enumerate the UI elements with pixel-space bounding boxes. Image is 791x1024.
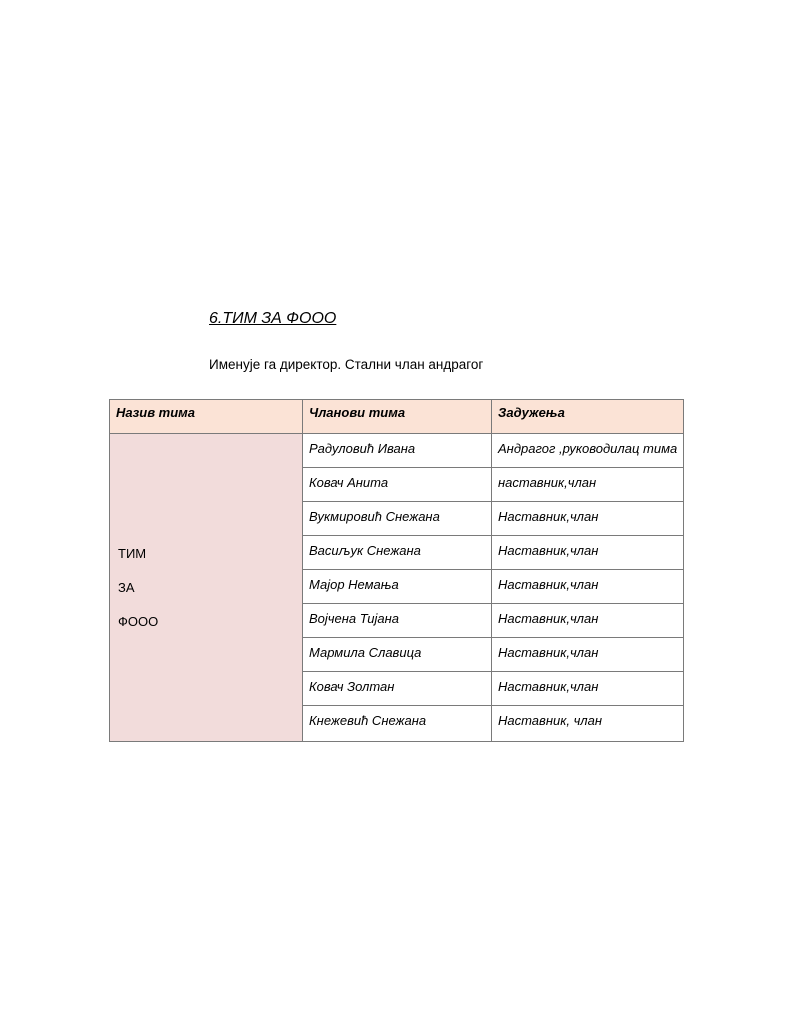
duty-cell: Наставник,члан [492,536,684,570]
member-cell: Ковач Золтан [303,672,492,706]
duty-cell: Наставник, члан [492,706,684,742]
duty-cell: Наставник,члан [492,502,684,536]
member-cell: Вукмировић Снежана [303,502,492,536]
team-name-line: ФООО [118,614,159,629]
team-table [109,399,684,742]
team-name-line: ТИМ [118,546,147,561]
member-cell: Мајор Немања [303,570,492,604]
team-name-line: ЗА [118,580,135,595]
member-cell: Кнежевић Снежана [303,706,492,742]
member-cell: Ковач Анита [303,468,492,502]
section-heading: 6.ТИМ ЗА ФООО [209,310,337,327]
member-cell: Мармила Славица [303,638,492,672]
team-name-cell [110,434,303,742]
intro-text: Именује га директор. Стални члан андрагог [209,357,484,372]
member-cell: Радуловић Ивана [303,434,492,468]
duty-cell: Наставник,члан [492,570,684,604]
member-cell: Васиљук Снежана [303,536,492,570]
column-header-members: Чланови тима [303,400,492,434]
duty-cell: Наставник,члан [492,672,684,706]
duty-cell: Наставник,члан [492,638,684,672]
column-header-duties: Задужења [492,400,684,434]
duty-cell: наставник,члан [492,468,684,502]
table-row [110,434,684,468]
table-header-row [110,400,684,434]
duty-cell: Наставник,члан [492,604,684,638]
duty-cell: Андрагог ,руководилац тима [492,434,684,468]
member-cell: Војчена Тијана [303,604,492,638]
column-header-team-name: Назив тима [110,400,303,434]
